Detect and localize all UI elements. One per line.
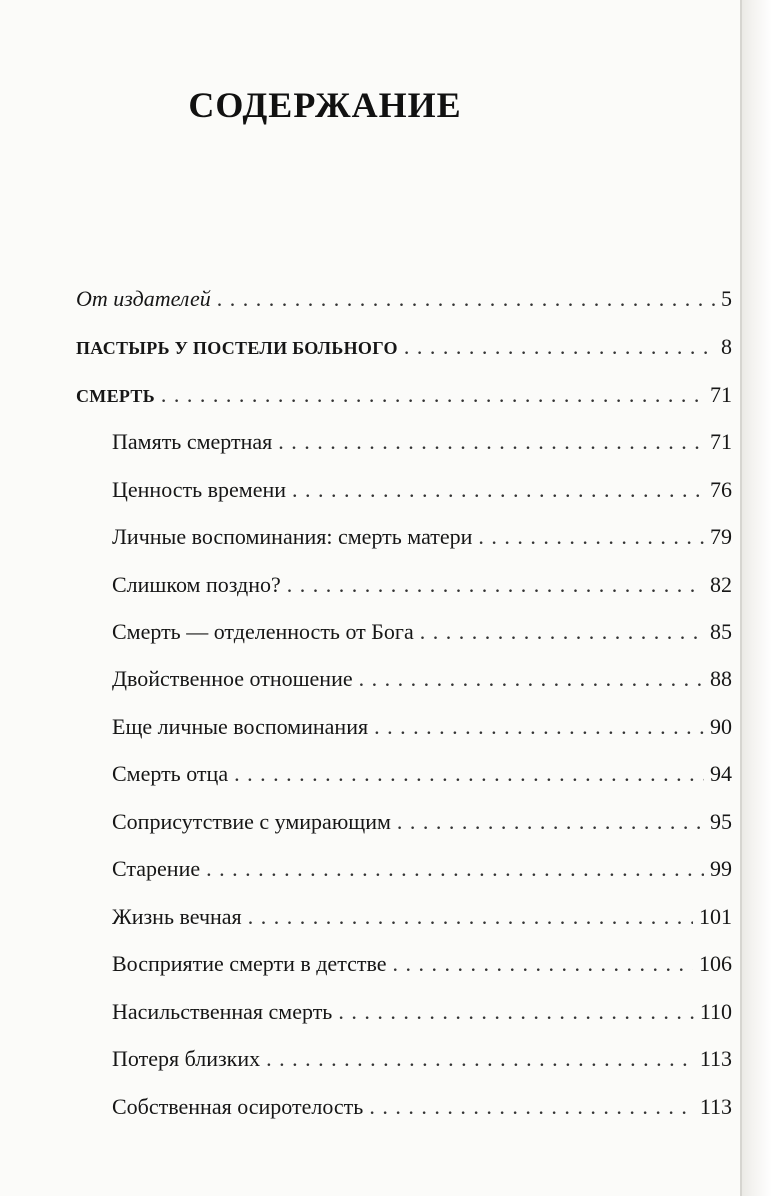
toc-entry-page: 90 <box>710 714 732 739</box>
toc-entry-memory <box>112 429 732 461</box>
toc-entry-separation <box>112 619 732 651</box>
toc-entry-too-late <box>112 572 732 604</box>
toc-entry-mother <box>112 524 732 556</box>
dot-leader <box>359 666 704 692</box>
dot-leader <box>397 809 704 835</box>
toc-entry-death <box>76 382 732 414</box>
dot-leader <box>338 999 693 1025</box>
toc-entry-label: Ценность времени <box>112 477 287 502</box>
toc-entry-label: СМЕРТЬ <box>76 386 155 406</box>
toc-entry-loss <box>112 1046 732 1078</box>
toc-entry-page: 94 <box>710 761 732 786</box>
page-title: СОДЕРЖАНИЕ <box>188 85 462 125</box>
toc-entry-childhood <box>112 951 732 983</box>
toc-entry-page: 88 <box>710 666 732 691</box>
toc-entry-time <box>112 477 732 509</box>
toc-entry-page: 79 <box>710 524 732 549</box>
toc-entry-ambivalence <box>112 666 732 698</box>
dot-leader <box>278 429 704 455</box>
toc-entry-page: 8 <box>721 334 732 359</box>
toc-entry-label: Соприсутствие с умирающим <box>112 809 391 834</box>
toc-entry-more-memories <box>112 714 732 746</box>
toc-entry-page: 76 <box>710 477 732 502</box>
toc-entry-eternal-life <box>112 904 732 936</box>
dot-leader <box>369 1094 693 1120</box>
toc-entry-page: 5 <box>721 286 732 311</box>
dot-leader <box>266 1046 694 1072</box>
toc-entry-label: Старение <box>112 856 201 881</box>
toc-entry-page: 113 <box>699 1094 732 1119</box>
toc-entry-page: 110 <box>699 999 732 1024</box>
toc-entry-label: Смерть отца <box>112 761 229 786</box>
dot-leader <box>287 572 704 598</box>
toc-entry-page: 106 <box>699 951 732 976</box>
dot-leader <box>161 382 704 408</box>
toc-entry-page: 99 <box>710 856 732 881</box>
toc-entry-label: Двойственное отношение <box>112 666 353 691</box>
dot-leader <box>420 619 704 645</box>
toc-entry-label: Жизнь вечная <box>112 904 242 929</box>
toc-entry-from-publishers <box>76 286 732 318</box>
toc-entry-page: 101 <box>699 904 732 929</box>
toc-entry-label: Смерть — отделенность от Бога <box>112 619 414 644</box>
toc-entry-father <box>112 761 732 793</box>
toc-entry-label: Восприятие смерти в детстве <box>112 951 387 976</box>
toc-entry-label: Память смертная <box>112 429 273 454</box>
toc-entry-violent-death <box>112 999 732 1031</box>
toc-entry-label: Насильственная смерть <box>112 999 333 1024</box>
toc-entry-label: Потеря близких <box>112 1046 261 1071</box>
dot-leader <box>248 904 693 930</box>
dot-leader <box>292 477 704 503</box>
dot-leader <box>206 856 704 882</box>
dot-leader <box>234 761 704 787</box>
dot-leader <box>404 334 715 360</box>
toc-entry-label: Собственная осиротелость <box>112 1094 364 1119</box>
toc-entry-page: 71 <box>710 429 732 454</box>
toc-entry-label: ПАСТЫРЬ У ПОСТЕЛИ БОЛЬНОГО <box>76 338 398 358</box>
dot-leader <box>217 286 715 312</box>
toc-entry-aging <box>112 856 732 888</box>
toc-entry-page: 82 <box>710 572 732 597</box>
toc-entry-page: 113 <box>699 1046 732 1071</box>
toc-entry-label: Еще личные воспоминания <box>112 714 369 739</box>
toc-entry-label: От издателей <box>76 286 211 311</box>
toc-entry-page: 85 <box>710 619 732 644</box>
toc-entry-label: Слишком поздно? <box>112 572 281 597</box>
toc-entry-presence <box>112 809 732 841</box>
page-edge <box>740 0 772 1196</box>
dot-leader <box>392 951 693 977</box>
toc-entry-page: 71 <box>710 382 732 407</box>
toc-entry-pastor <box>76 334 732 366</box>
dot-leader <box>478 524 704 550</box>
toc-entry-page: 95 <box>710 809 732 834</box>
toc-entry-label: Личные воспоминания: смерть матери <box>112 524 473 549</box>
toc-entry-orphanhood <box>112 1094 732 1126</box>
dot-leader <box>374 714 704 740</box>
